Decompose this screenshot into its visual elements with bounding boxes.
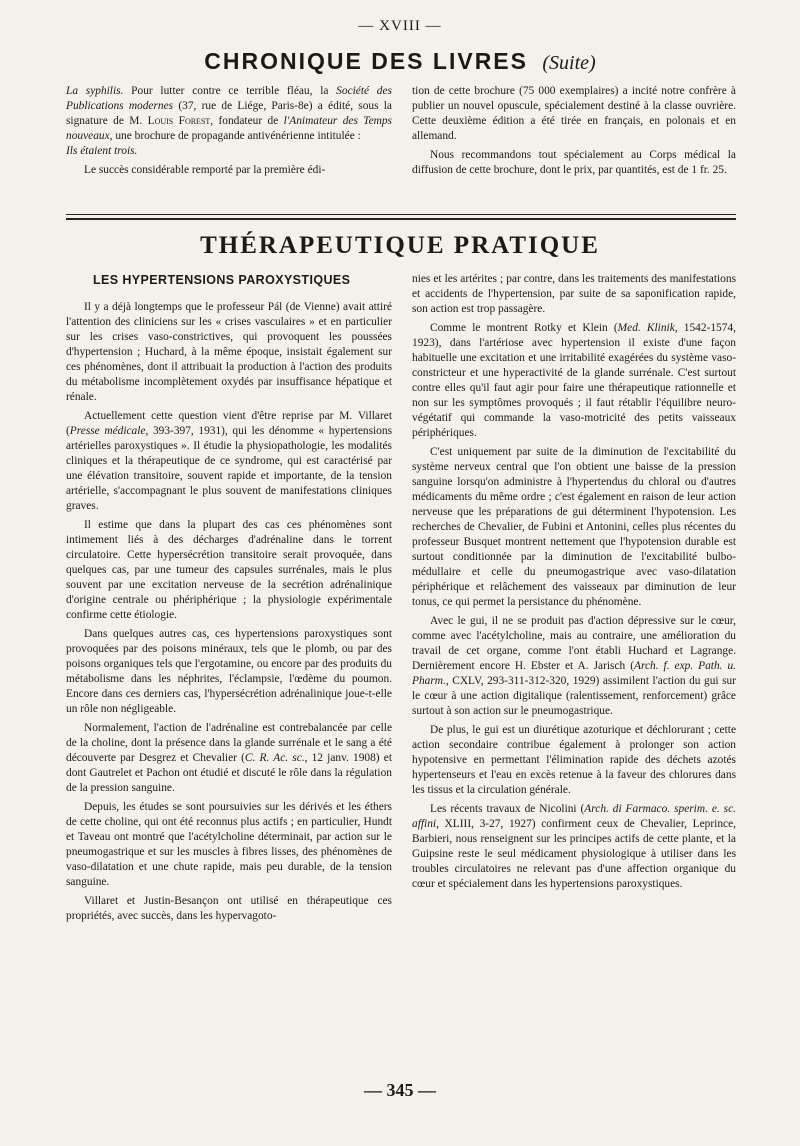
article-paragraph <box>412 614 736 719</box>
article-paragraph: Il estime que dans la plupart des cas ces phénomènes sont intimement liés à des décharges d'adrénaline dans le torrent circulatoire. Cette hypersécrétion transitoire serait provoquée, dans quelques cas, par une tumeur des capsules surrénales, mais le plus souvent par une excitation nerveuse de la secrétion adrénalinique d'origine centrale ou phériphérique ; la physiologie expérimentale confirme cette étiologie. <box>66 519 392 621</box>
section-title-chronique <box>0 48 800 75</box>
brochure-title: Ils étaient trois. <box>66 145 138 157</box>
paragraph-text: , XLIII, 3-27, 1927) confirment ceux de Chevalier, Leprince, Barbieri, nous renseignent sur les principes actifs de cette plante, et la Guipsine reste le seul médicament physiologique à utiliser dans les troubles circulatoires ne relevant pas d'une affection organique du cœur et spécialement dans les hypertensions paroxystiques. <box>412 818 736 890</box>
article-left-column <box>66 300 392 928</box>
chronique-paragraph: tion de cette brochure (75 000 exemplaires) a incité notre confrère à publier un nouvel opuscule, spécialement destiné à la classe ouvrière. Cette deuxième édition a été tirée en français, en polonais et en allemand. <box>412 85 736 142</box>
article-paragraph <box>66 409 392 514</box>
author-role: , fondateur de <box>210 115 284 127</box>
paragraph-text: Les récents travaux de Nicolini ( <box>430 803 585 815</box>
article-paragraph: C'est uniquement par suite de la diminution de l'excitabilité du système nerveux central que l'on obtient une baisse de la pression sanguine lorsqu'on administre à l'hypertendus du chloral ou d'autres médicaments du même ordre ; c'est également en raison de leur action nerveuse que les préparations de gui déterminent l'hypotension. Les recherches de Chevalier, de Fubini et Antonini, celles plus récentes du professeur Busquet montrent nettement que l'hypotension durable est surtout conditionnée par la diminution de l'excitabilité bulbo-médullaire et celle du pneumogastrique avec vaso-dilatation périphérique et relâchement des vaisseaux par diminution de leur tonus, ce qui permet la persistance du phénomène. <box>412 446 736 608</box>
review-lead-text: Pour lutter contre ce terrible fléau, la <box>123 85 337 97</box>
article-paragraph: nies et les artérites ; par contre, dans les traitements des manifestations et accidents de l'hypertension, par suite de sa saponification rapide, son action est trop passagère. <box>412 273 736 315</box>
paragraph-text: Normalement, l'action de l'adrénaline est contrebalancée par celle de la choline, dont la présence dans la glande surrénale et le sang a été découverte par Desgrez et Chevalier ( <box>66 722 392 764</box>
chronique-left-column <box>66 84 392 182</box>
article-paragraph <box>66 721 392 796</box>
citation-source: Med. Klinik <box>617 322 675 334</box>
chronique-paragraph: Le succès considérable remporté par la première édi- <box>84 164 326 176</box>
paragraph-text: , 12 janv. 1908) et dont Gautrelet et Pachon ont étudié et discuté le rôle dans la régulation de la pression sanguine. <box>66 752 392 794</box>
paragraph-text: , CXLV, 293-311-312-320, 1929) assimilent l'action du gui sur le cœur à une action digitalique (ralentissement, renforcement) grâce surtout à son action sur le pneumogastrique. <box>412 675 736 717</box>
citation-source: Arch. di Farmaco. sperim. e. sc. affini <box>412 803 736 830</box>
page-number: — 345 — <box>364 1080 436 1100</box>
paragraph-text: Avec le gui, il ne se produit pas d'action dépressive sur le cœur, comme avec l'acétylcholine, mais au contraire, une amélioration du travail de cet organe, comme l'ont établi Huchard et Lagrange. Dernièrement encore H. Ebster et A. Jarisch ( <box>412 615 736 672</box>
article-paragraph: Dans quelques autres cas, ces hypertensions paroxystiques sont provoquées par des poisons minéraux, tels que le plomb, ou par des poisons organiques tels que l'ergotamine, ou encore par des produits du métabolisme dans les néphrites, l'éclampsie, l'œdème du poumon. Encore dans ces derniers cas, l'hypersécrétion adrénalinique joue-t-elle un rôle non négligeable. <box>66 628 392 715</box>
article-paragraph: Villaret et Justin-Besançon ont utilisé en thérapeutique ces propriétés, avec succès, dans les hypervagoto- <box>66 895 392 922</box>
citation-source: Presse médicale <box>69 425 146 437</box>
brochure-description: , une brochure de propagande antivénérienne intitulée : <box>109 130 361 142</box>
publisher-address: (37, rue de Liége, Paris-8e) a édité, sous la signature de M. <box>66 100 392 127</box>
article-paragraph <box>412 321 736 441</box>
section-divider <box>66 214 736 215</box>
review-lead-title: La syphilis. <box>66 85 124 97</box>
article-paragraph: Il y a déjà longtemps que le professeur Pál (de Vienne) avait attiré l'attention des cliniciens sur les « crises vasculaires » et en particulier sur les crises vaso-constrictives, qui provoquent les poussées d'hypertension ; Huchard, à la même époque, insistait également sur ces phénomènes, dont il attribuait la production à l'action des produits du métabolisme incomplètement oxydés par insuffisance hépatique et rénale. <box>66 301 392 403</box>
article-paragraph: Depuis, les études se sont poursuivies sur les dérivés et les éthers de cette choline, qui ont été reconnus plus actifs ; en particulier, Hundt et Taveau ont montré que l'acétylcholine déterminait, par action sur le pneumogastrique et sur les muscles à fibres lisses, des phénomènes de vaso-dilatation et une chute rapide, mais peu durable, de la tension sanguine. <box>66 801 392 888</box>
chronique-review-paragraph <box>66 84 392 159</box>
section-divider <box>66 218 736 220</box>
section-title-suffix: (Suite) <box>542 52 596 74</box>
paragraph-text: , 393-397, 1931), qui les dénomme « hypertensions artérielles paroxystiques ». Il étudie la physiopathologie, les modalités cliniques et la thérapeutique de ce syndrome, qui est caractérisé par une élévation transitoire, souvent rapide et importante, de la tension artérielle, s'accompagnant le plus souvent de manifestations cliniques graves. <box>66 425 393 512</box>
citation-source: C. R. Ac. sc. <box>244 752 305 764</box>
article-paragraph: De plus, le gui est un diurétique azoturique et déchlorurant ; cette action secondaire contribue également à prolonger son action hypotensive en permettant l'élimination rapide des déchets azotés hypertenseurs et l'eau en excès retenue à la faveur des chlorures dans les tissus et la circulation générale. <box>412 724 736 796</box>
article-right-column <box>412 272 736 896</box>
journal-name: l'Animateur des Temps nouveaux <box>66 115 392 142</box>
author-name: Louis Forest <box>147 115 211 127</box>
section-title-text: CHRONIQUE DES LIVRES <box>204 48 528 74</box>
section-title-therapeutique: THÉRAPEUTIQUE PRATIQUE <box>200 232 600 259</box>
publisher-name: Société des Publications modernes <box>66 85 392 112</box>
roman-folio: — XVIII — <box>358 18 442 34</box>
chronique-paragraph: Nous recommandons tout spécialement au Corps médical la diffusion de cette brochure, dont le prix, par quantités, est de 1 fr. 25. <box>412 149 736 176</box>
paragraph-text: , 1542-1574, 1923), dans l'artériose avec hypertension il existe d'une façon habituelle une excitation et une irritabilité exagérées du système vaso-constricteur et une hyperactivité de la glande surrénale. C'est surtout contre elles qu'il faut agir pour faire une thérapeutique rationnelle et non sur les symptômes provoqués ; il faut rétablir l'équilibre neuro-végétatif qui commande la vaso-motricité des petits vaisseaux périphériques. <box>412 322 736 439</box>
paragraph-text: Comme le montrent Rotky et Klein ( <box>430 322 618 334</box>
article-subheading: LES HYPERTENSIONS PAROXYSTIQUES <box>93 273 351 287</box>
chronique-right-column <box>412 84 736 182</box>
article-paragraph <box>412 802 736 892</box>
citation-source: Arch. f. exp. Path. u. Pharm. <box>412 660 736 687</box>
paragraph-text: Actuellement cette question vient d'être reprise par M. Villaret ( <box>66 410 392 437</box>
